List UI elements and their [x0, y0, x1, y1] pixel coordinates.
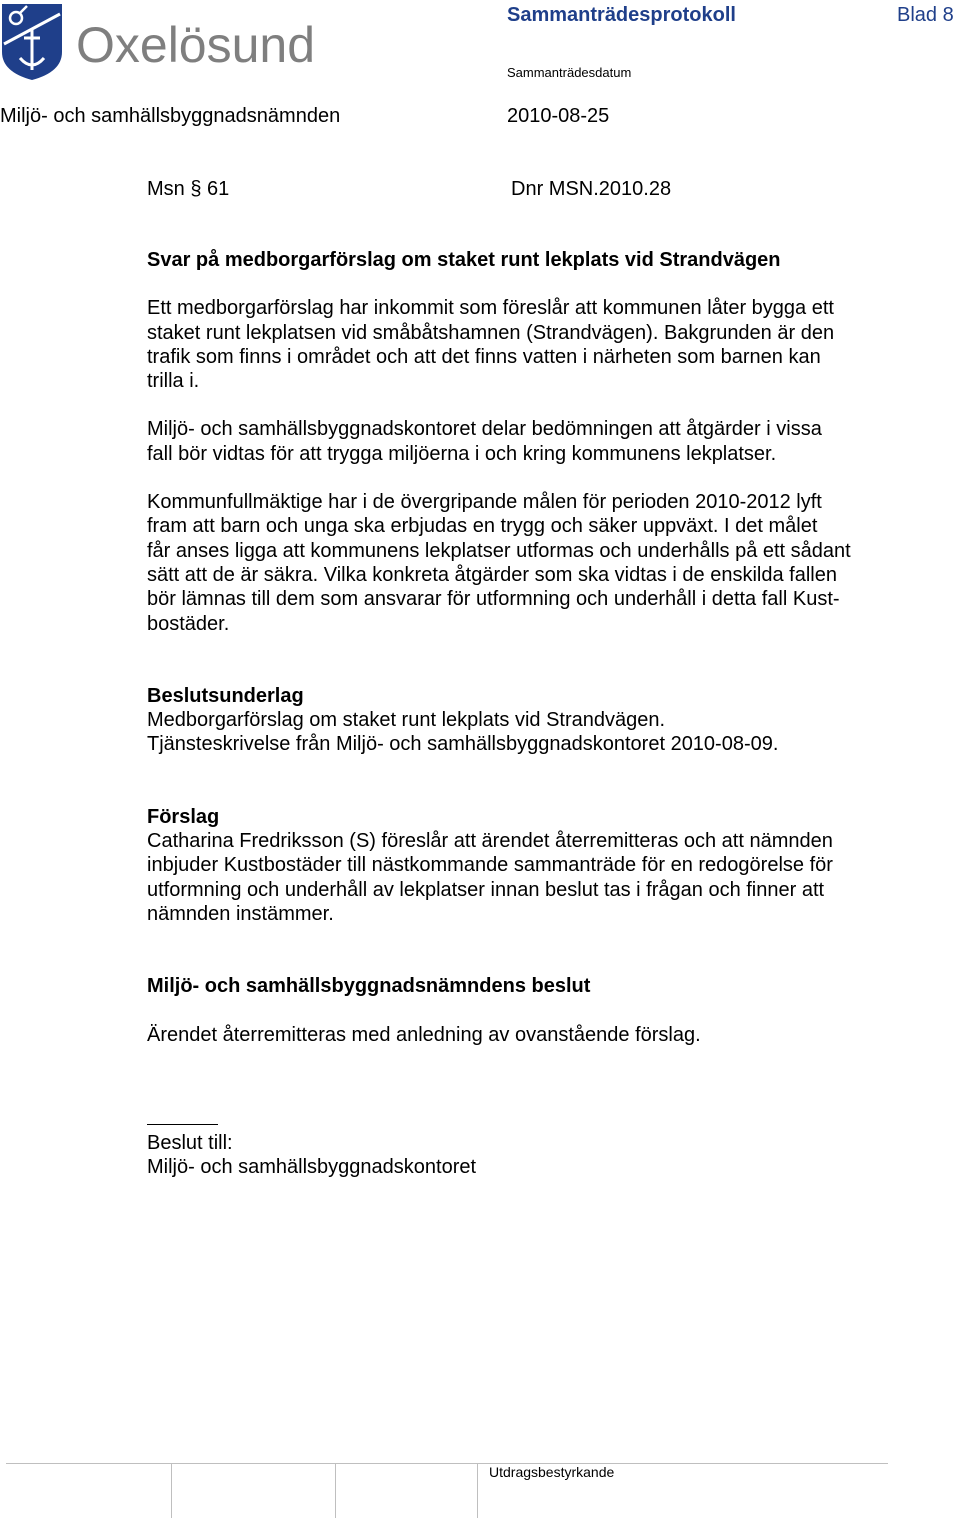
- decision-text: Ärendet återremitteras med anledning av ovanstående förslag.: [147, 1023, 701, 1046]
- footer-cell-border: [171, 1463, 172, 1518]
- case-title: Svar på medborgarförslag om staket runt lekplats vid Strandvägen: [147, 249, 781, 271]
- municipality-logo: [0, 0, 345, 82]
- meeting-date-label: Sammanträdesdatum: [507, 65, 632, 80]
- background-paragraph: Ett medborgarförslag har inkommit som föreslår att kommunen låter bygga ett staket runt lekplatsen vid småbåtshamnen (Strandvägen). Bakgrunden är den trafik som finns i området och att det finns vatten i närheten som barnen kan trilla i.: [147, 297, 835, 393]
- footer-cell-border: [335, 1463, 336, 1518]
- basis-heading: Beslutsunderlag: [147, 684, 304, 707]
- basis-item: Medborgarförslag om staket runt lekplats vid Strandvägen.: [147, 709, 666, 732]
- page-number: Blad 8: [897, 4, 954, 26]
- paragraph-number: Msn § 61: [147, 178, 230, 200]
- document-body: [147, 248, 937, 1179]
- committee-name: Miljö- och samhällsbyggnadsnämnden: [0, 105, 341, 127]
- recipient-name: Miljö- och samhällsbyggnadskontoret: [147, 1156, 477, 1179]
- attestation-label: Utdragsbestyrkande: [489, 1464, 615, 1480]
- recipient-label: Beslut till:: [147, 1131, 233, 1154]
- footer-cell-border: [477, 1463, 478, 1518]
- basis-item: Tjänsteskrivelse från Miljö- och samhällsbyggnadskontoret 2010-08-09.: [147, 733, 779, 756]
- coat-of-arms-icon: [0, 0, 345, 82]
- signature-divider: [147, 1124, 218, 1125]
- document-title: Sammanträdesprotokoll: [507, 4, 736, 26]
- meeting-date: 2010-08-25: [507, 105, 610, 127]
- decision-heading: Miljö- och samhällsbyggnadsnämndens beslut: [147, 975, 591, 998]
- footer-divider: [6, 1463, 888, 1464]
- proposal-text: Catharina Fredriksson (S) föreslår att ärendet återremitteras och att nämnden inbjuder Kustbostäder till nästkommande sammanträde för en redogörelse för utformning och underhåll av lekplatser innan beslut tas i frågan och finner att nämnden instämmer.: [147, 830, 833, 925]
- goals-paragraph: Kommunfullmäktige har i de övergripande målen för perioden 2010-2012 lyft fram att barn och unga ska erbjudas en trygg och säker uppväxt. I det målet får anses ligga att kommunens lekplatser utformas och underhålls på ett sådant sätt att de är säkra. Vilka konkreta åtgärder som ska vidtas i de enskilda fallen bör lämnas till dem som ansvarar för utformning och underhåll i detta fall Kust- bostäder.: [147, 491, 851, 635]
- logo-wordmark: Oxelösund: [76, 17, 316, 73]
- diary-number: Dnr MSN.2010.28: [511, 178, 672, 200]
- proposal-heading: Förslag: [147, 805, 220, 828]
- assessment-paragraph: Miljö- och samhällsbyggnadskontoret delar bedömningen att åtgärder i vissa fall bör vidtas för att trygga miljöerna i och kring kommunens lekplatser.: [147, 418, 822, 465]
